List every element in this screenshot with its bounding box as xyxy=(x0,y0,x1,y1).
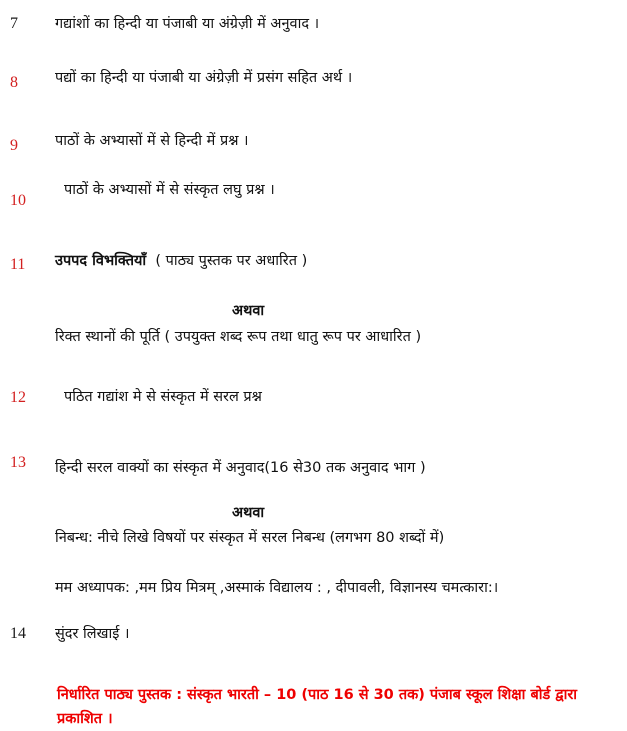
prescribed-textbook-note: निर्धारित पाठ्य पुस्तक : संस्कृत भारती – 10 (पाठ 16 से 30 तक) पंजाब स्कूल शिक्षा बोर्ड द्वारा प्रकाशित । xyxy=(57,687,578,727)
item-number: 8 xyxy=(10,74,18,91)
item-text: सुंदर लिखाई । xyxy=(55,626,130,642)
item-text: पद्यों का हिन्दी या पंजाबी या अंग्रेज़ी में प्रसंग सहित अर्थ । xyxy=(55,70,353,86)
item-text xyxy=(55,251,621,272)
item-text: पठित गद्यांश मे से संस्कृत में सरल प्रश्न xyxy=(64,389,262,405)
item-number: 10 xyxy=(10,192,26,209)
essay-topics-text: मम अध्यापक: ,मम प्रिय मित्रम् ,अस्माकं विद्यालय : , दीपावली, विज्ञानस्य चमत्कारा:। xyxy=(55,580,499,596)
item-number: 12 xyxy=(10,389,26,406)
alternative-option-text: रिक्त स्थानों की पूर्ति ( उपयुक्त शब्द रूप तथा धातु रूप पर आधारित ) xyxy=(55,329,422,345)
item-text: गद्यांशों का हिन्दी या पंजाबी या अंग्रेज़ी में अनुवाद । xyxy=(55,16,320,32)
item-number: 13 xyxy=(10,454,26,471)
item-number: 7 xyxy=(10,15,18,32)
essay-instruction-text: निबन्ध: नीचे लिखे विषयों पर संस्कृत में सरल निबन्ध (लगभग 80 शब्दों में) xyxy=(55,530,445,546)
item-subtext: ( पाठ्य पुस्तक पर अधारित ) xyxy=(155,253,308,269)
alternative-separator: अथवा xyxy=(232,303,265,319)
alternative-separator: अथवा xyxy=(232,505,265,521)
item-text: पाठों के अभ्यासों में से हिन्दी में प्रश्न । xyxy=(55,133,249,149)
item-number: 9 xyxy=(10,137,18,154)
item-text: हिन्दी सरल वाक्यों का संस्कृत में अनुवाद(16 से30 तक अनुवाद भाग ) xyxy=(55,460,426,476)
item-number: 14 xyxy=(10,625,26,642)
item-heading: उपपद विभक्तियाँ xyxy=(55,253,147,269)
item-number: 11 xyxy=(10,256,26,273)
item-text: पाठों के अभ्यासों में से संस्कृत लघु प्रश्न । xyxy=(64,182,275,198)
